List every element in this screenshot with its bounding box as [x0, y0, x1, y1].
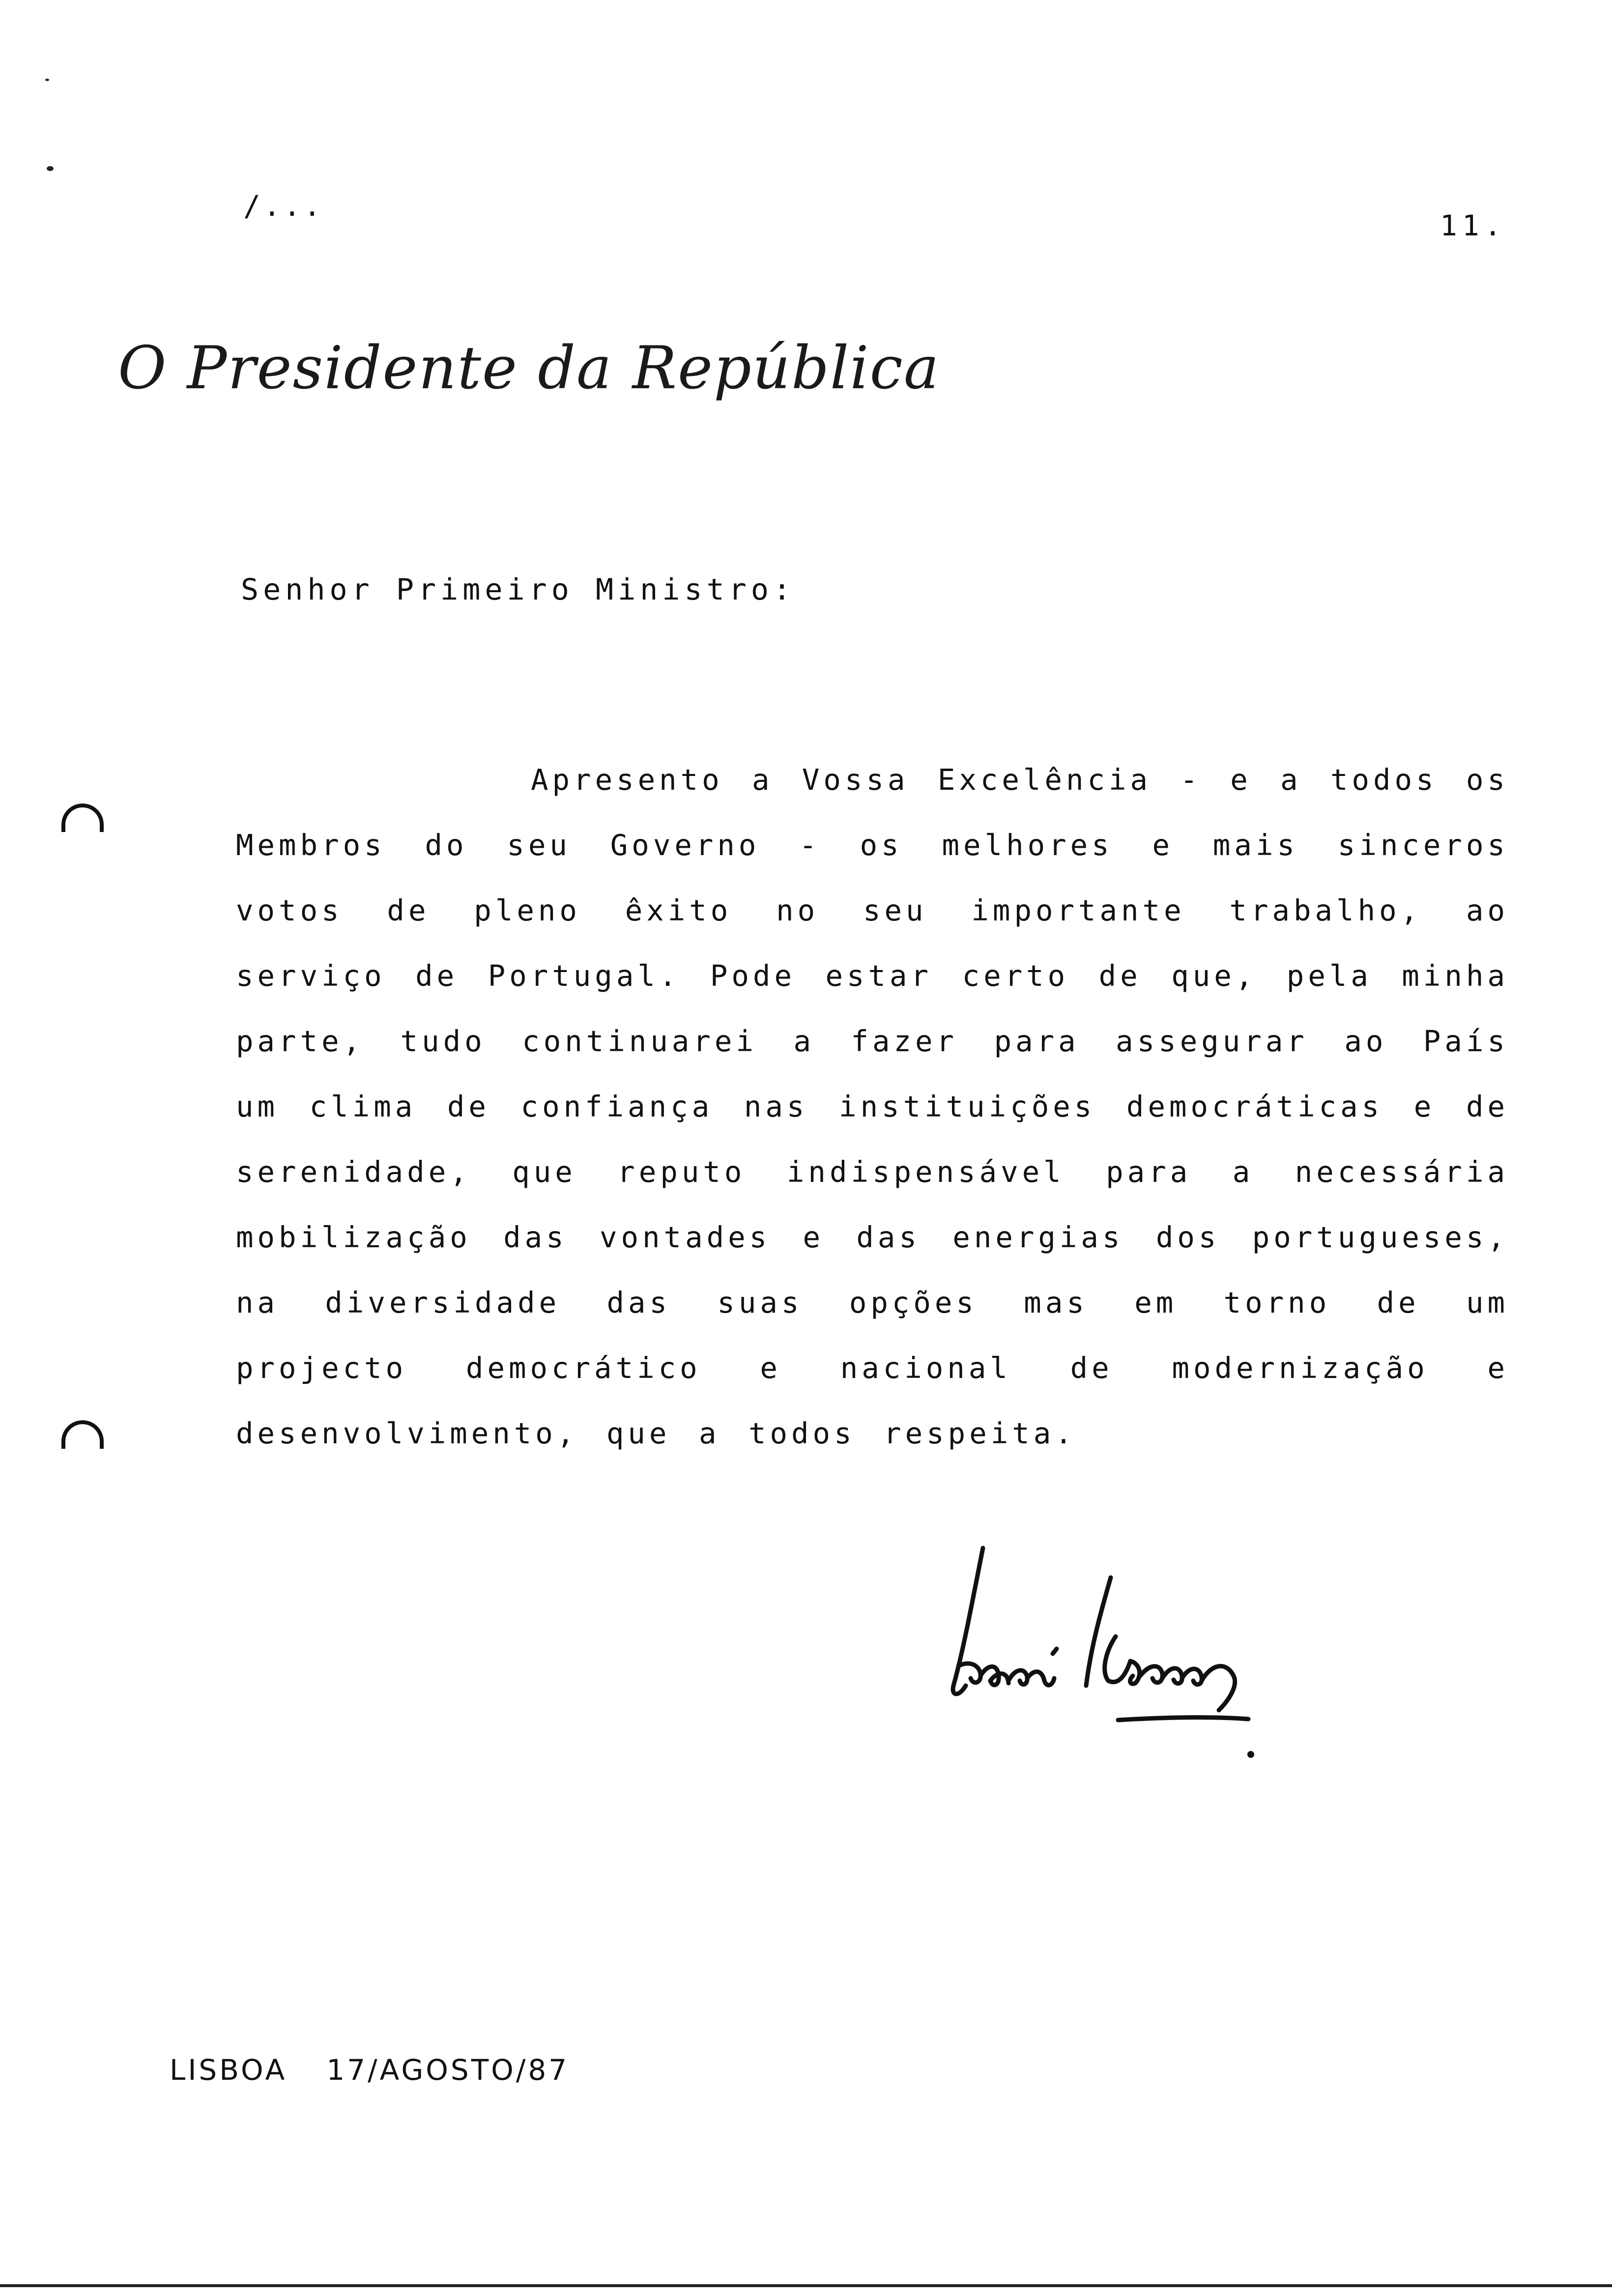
handwritten-signature	[924, 1538, 1317, 1764]
continuation-mark: /...	[243, 189, 324, 223]
scan-speck	[45, 79, 49, 81]
date: 17/AGOSTO/87	[326, 2053, 570, 2087]
page-number: 11.	[1440, 209, 1506, 242]
letter-body-text: Apresento a Vossa Excelência - e a todos os Membros do seu Governo - os melhores e mais sinceros votos de pleno êxito no seu importante trabalho, ao serviço de Portugal. Pode estar certo de que, pela minha parte, tudo continuarei a fazer para assegurar ao País um clima de confiança nas instituições democráticas e de serenidade, que reputo indispensável para a necessária mobilização das vontades e das energias dos portugueses, na diversidade das suas opções mas em torno de um projecto democrático e nacional de modernização e desenvolvimento, que a todos respeita.	[236, 763, 1509, 1450]
scan-speck	[47, 166, 54, 171]
letter-body	[236, 747, 1509, 1466]
bottom-edge-line	[0, 2284, 1612, 2287]
salutation: Senhor Primeiro Ministro:	[241, 573, 796, 607]
place: LISBOA	[170, 2053, 288, 2087]
punch-hole-mark	[61, 804, 104, 832]
punch-hole-mark	[61, 1420, 104, 1449]
letterhead: O Presidente da República	[118, 334, 940, 402]
place-and-date	[170, 2053, 569, 2087]
